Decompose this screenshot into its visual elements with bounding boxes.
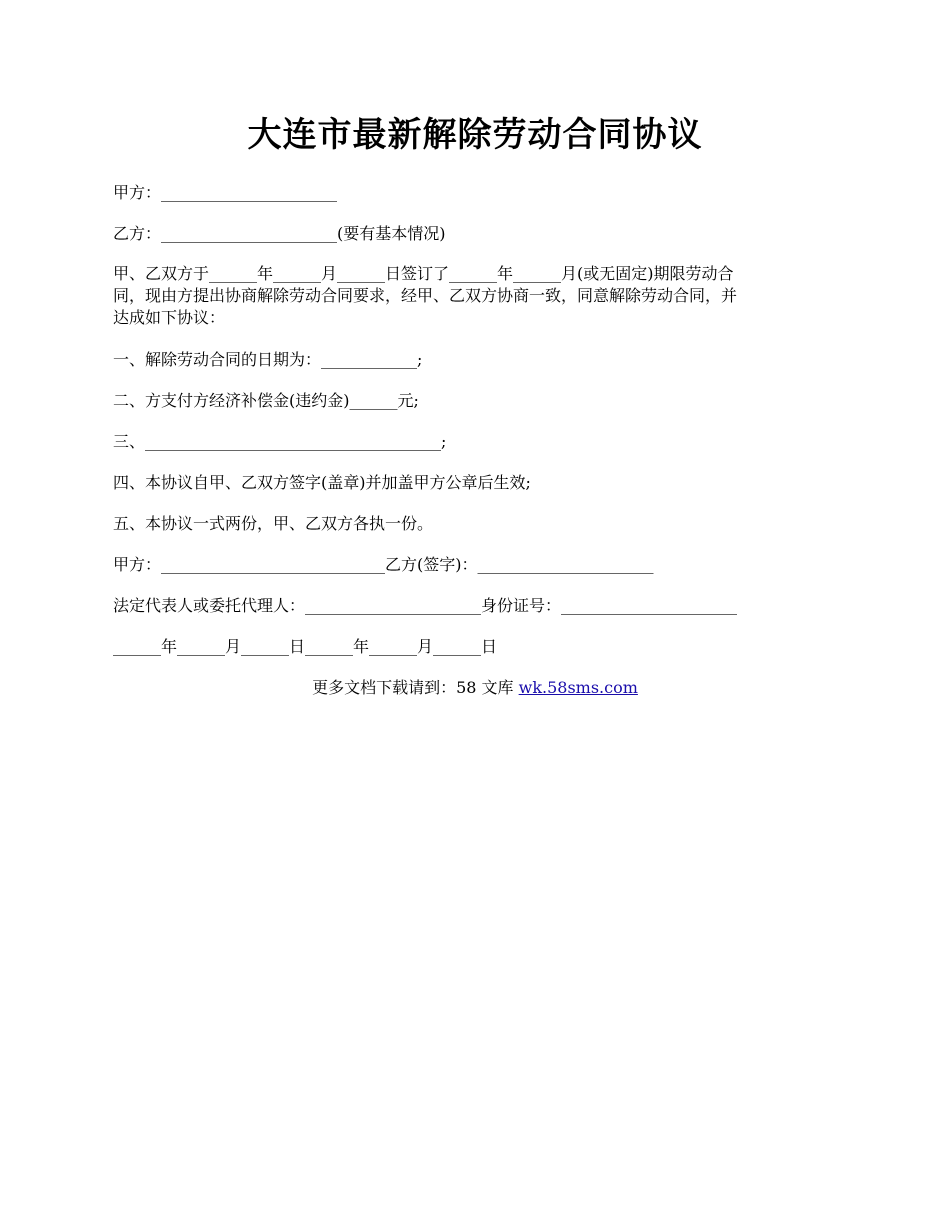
intro-paragraph [113, 263, 843, 329]
party-a-line: 甲方：______________________ [113, 183, 338, 202]
clause-4: 四、本协议自甲、乙双方签字(盖章)并加盖甲方公章后生效; [113, 473, 531, 492]
clause-3: 三、_____________________________________; [113, 432, 447, 451]
representative-line: 法定代表人或委托代理人：______________________身份证号：______________________ [113, 596, 738, 615]
signature-line: 甲方：____________________________乙方(签字)：______________________ [113, 555, 654, 574]
document-title: 大连市最新解除劳动合同协议 [247, 115, 703, 155]
intro-line-2: 同，现由方提出协商解除劳动合同要求，经甲、乙双方协商一致，同意解除劳动合同，并 [113, 286, 738, 305]
date-line: ______年______月______日______年______月______日 [113, 637, 498, 656]
clause-5: 五、本协议一式两份，甲、乙双方各执一份。 [113, 514, 434, 533]
intro-line-3: 达成如下协议： [113, 308, 226, 327]
clause-2: 二、方支付方经济补偿金(违约金)______元; [113, 391, 419, 410]
intro-line-1: 甲、乙双方于______年______月______日签订了______年______月(或无固定)期限劳动合 [113, 264, 734, 283]
party-b-line: 乙方：______________________(要有基本情况) [113, 224, 446, 243]
clause-1: 一、解除劳动合同的日期为：____________; [113, 350, 423, 369]
footer [0, 676, 950, 699]
footer-text: 更多文档下载请到：58 文库 [312, 678, 519, 697]
footer-link[interactable]: wk.58sms.com [518, 678, 638, 697]
